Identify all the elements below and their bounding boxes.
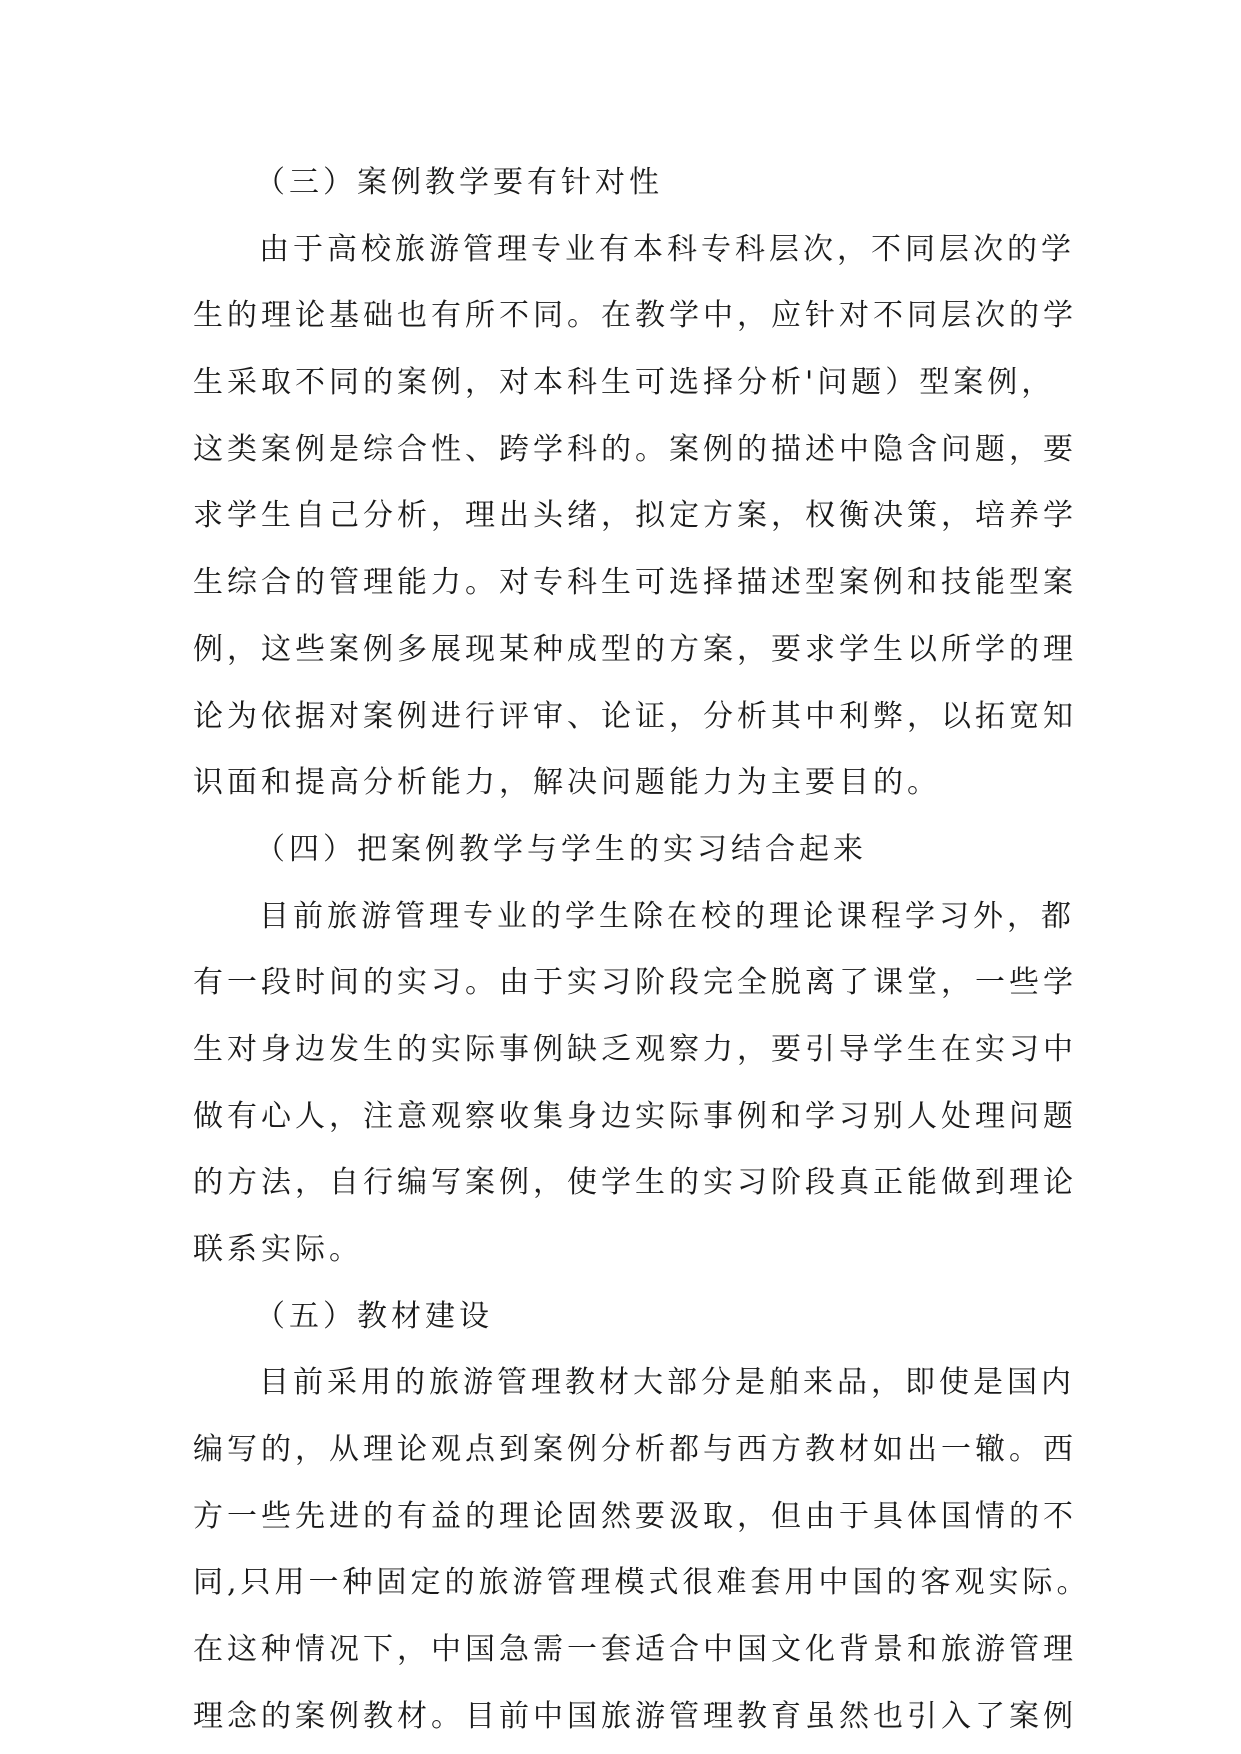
paragraph-first-line: 目前采用的旅游管理教材大部分是舶来品，即使是国内 — [259, 1365, 1075, 1401]
section-heading: （五）教材建设 — [255, 1298, 493, 1334]
paragraph-line: 论为依据对案例进行评审、论证，分析其中利弊，以拓宽知 — [193, 698, 1077, 734]
paragraph-line: 有一段时间的实习。由于实习阶段完全脱离了课堂，一些学 — [193, 965, 1077, 1001]
paragraph-line: 在这种情况下，中国急需一套适合中国文化背景和旅游管理 — [193, 1632, 1077, 1668]
paragraph-line: 这类案例是综合性、跨学科的。案例的描述中隐含问题，要 — [193, 431, 1077, 467]
paragraph-line: 的方法，自行编写案例，使学生的实习阶段真正能做到理论 — [193, 1165, 1077, 1201]
paragraph-first-line: 目前旅游管理专业的学生除在校的理论课程学习外，都 — [259, 898, 1075, 934]
paragraph-line: 生综合的管理能力。对专科生可选择描述型案例和技能型案 — [193, 565, 1077, 601]
paragraph-line: 生采取不同的案例，对本科生可选择分析'问题）型案例， — [193, 365, 1056, 401]
paragraph-first-line: 由于高校旅游管理专业有本科专科层次，不同层次的学 — [259, 231, 1075, 267]
paragraph-last-line: 识面和提高分析能力，解决问题能力为主要目的。 — [193, 765, 941, 801]
paragraph-line: 生对身边发生的实际事例缺乏观察力，要引导学生在实习中 — [193, 1031, 1077, 1067]
paragraph-last-line: 联系实际。 — [193, 1232, 363, 1267]
paragraph-line: 方一些先进的有益的理论固然要汲取，但由于具体国情的不 — [193, 1498, 1077, 1534]
paragraph-line: 例，这些案例多展现某种成型的方案，要求学生以所学的理 — [193, 631, 1077, 667]
paragraph-line: 生的理论基础也有所不同。在教学中，应针对不同层次的学 — [193, 298, 1077, 334]
section-heading: （三）案例教学要有针对性 — [255, 165, 663, 200]
document-body — [193, 150, 1091, 1751]
paragraph-line: 理念的案例教材。目前中国旅游管理教育虽然也引入了案例 — [193, 1698, 1077, 1734]
paragraph-line: 求学生自己分析，理出头绪，拟定方案，权衡决策，培养学 — [193, 498, 1077, 534]
paragraph-line: 同,只用一种固定的旅游管理模式很难套用中国的客观实际。 — [193, 1565, 1091, 1601]
paragraph-line: 编写的，从理论观点到案例分析都与西方教材如出一辙。西 — [193, 1432, 1077, 1468]
paragraph-line: 做有心人，注意观察收集身边实际事例和学习别人处理问题 — [193, 1098, 1077, 1134]
section-heading: （四）把案例教学与学生的实习结合起来 — [255, 831, 867, 867]
